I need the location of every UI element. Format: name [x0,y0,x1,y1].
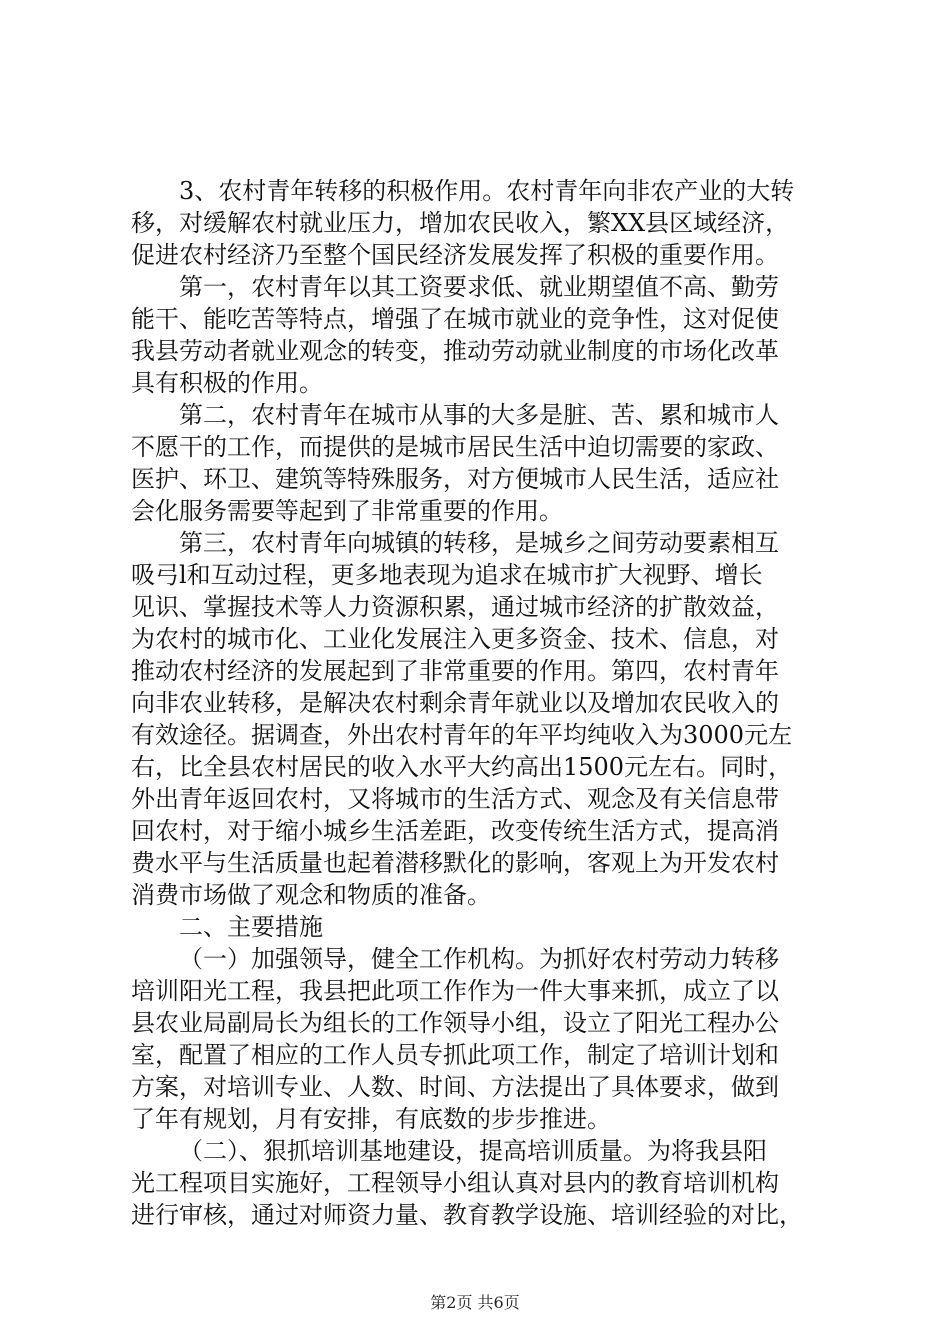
text-line: 会化服务需要等起到了非常重要的作用。 [131,497,563,525]
text-line: 为农村的城市化、工业化发展注入更多资金、技术、信息，对 [131,625,779,653]
text-line: 不愿干的工作，而提供的是城市居民生活中迫切需要的家政、 [131,433,779,461]
text-line: 费水平与生活质量也起着潜移默化的影响，客观上为开发农村 [131,849,779,877]
text-line: 第三，农村青年向城镇的转移，是城乡之间劳动要素相互 [179,529,779,557]
text-line: 医护、环卫、建筑等特殊服务，对方便城市人民生活，适应社 [131,465,779,493]
text-line: （一）加强领导，健全工作机构。为抓好农村劳动力转移 [179,945,779,973]
text-line: 第二，农村青年在城市从事的大多是脏、苦、累和城市人 [179,401,779,429]
paragraph [131,399,831,527]
text-line: 能干、能吃苦等特点，增强了在城市就业的竞争性，这对促使 [131,305,779,333]
text-line: 吸弓l和互动过程，更多地表现为追求在城市扩大视野、增长 [131,561,763,589]
text-line: 3、农村青年转移的积极作用。农村青年向非农产业的大转 [179,177,795,205]
text-line: 室，配置了相应的工作人员专抓此项工作，制定了培训计划和 [131,1041,779,1069]
paragraph [131,175,831,271]
text-line: 向非农业转移，是解决农村剩余青年就业以及增加农民收入的 [131,689,779,717]
text-line: 回农村，对于缩小城乡生活差距，改变传统生活方式，提高消 [131,817,779,845]
paragraph [131,271,831,399]
text-line: （二）、狠抓培训基地建设，提高培训质量。为将我县阳 [179,1137,767,1165]
text-line: 促进农村经济乃至整个国民经济发展发挥了积极的重要作用。 [131,241,779,269]
paragraph [131,911,831,943]
text-line: 光工程项目实施好，工程领导小组认真对县内的教育培训机构 [131,1169,779,1197]
paragraph [131,527,831,911]
text-line: 我县劳动者就业观念的转变，推动劳动就业制度的市场化改革 [131,337,779,365]
text-line: 右，比全县农村居民的收入水平大约高出1500元左右。同时， [131,753,793,781]
text-line: 推动农村经济的发展起到了非常重要的作用。第四，农村青年 [131,657,779,685]
text-line: 县农业局副局长为组长的工作领导小组，设立了阳光工程办公 [131,1009,779,1037]
text-line: 外出青年返回农村，又将城市的生活方式、观念及有关信息带 [131,785,779,813]
text-line: 具有积极的作用。 [131,369,323,397]
paragraph [131,1135,831,1231]
text-line: 方案，对培训专业、人数、时间、方法提出了具体要求，做到 [131,1073,779,1101]
page-footer: 第2页 共6页 [430,1293,520,1312]
text-line: 第一，农村青年以其工资要求低、就业期望值不高、勤劳 [179,273,779,301]
text-line: 移，对缓解农村就业压力，增加农民收入，繁XX县区域经济， [131,209,790,237]
text-line: 进行审核，通过对师资力量、教育教学设施、培训经验的对比， [131,1201,803,1229]
text-line: 二、主要措施 [179,913,323,941]
text-line: 培训阳光工程，我县把此项工作作为一件大事来抓，成立了以 [131,977,779,1005]
text-line: 了年有规划，月有安排，有底数的步步推进。 [131,1105,611,1133]
paragraph [131,943,831,1135]
text-line: 消费市场做了观念和物质的准备。 [131,881,491,909]
text-line: 有效途径。据调查，外出农村青年的年平均纯收入为3000元左 [131,721,793,749]
document-body [131,175,831,1231]
text-line: 见识、掌握技术等人力资源积累，通过城市经济的扩散效益， [131,593,779,621]
